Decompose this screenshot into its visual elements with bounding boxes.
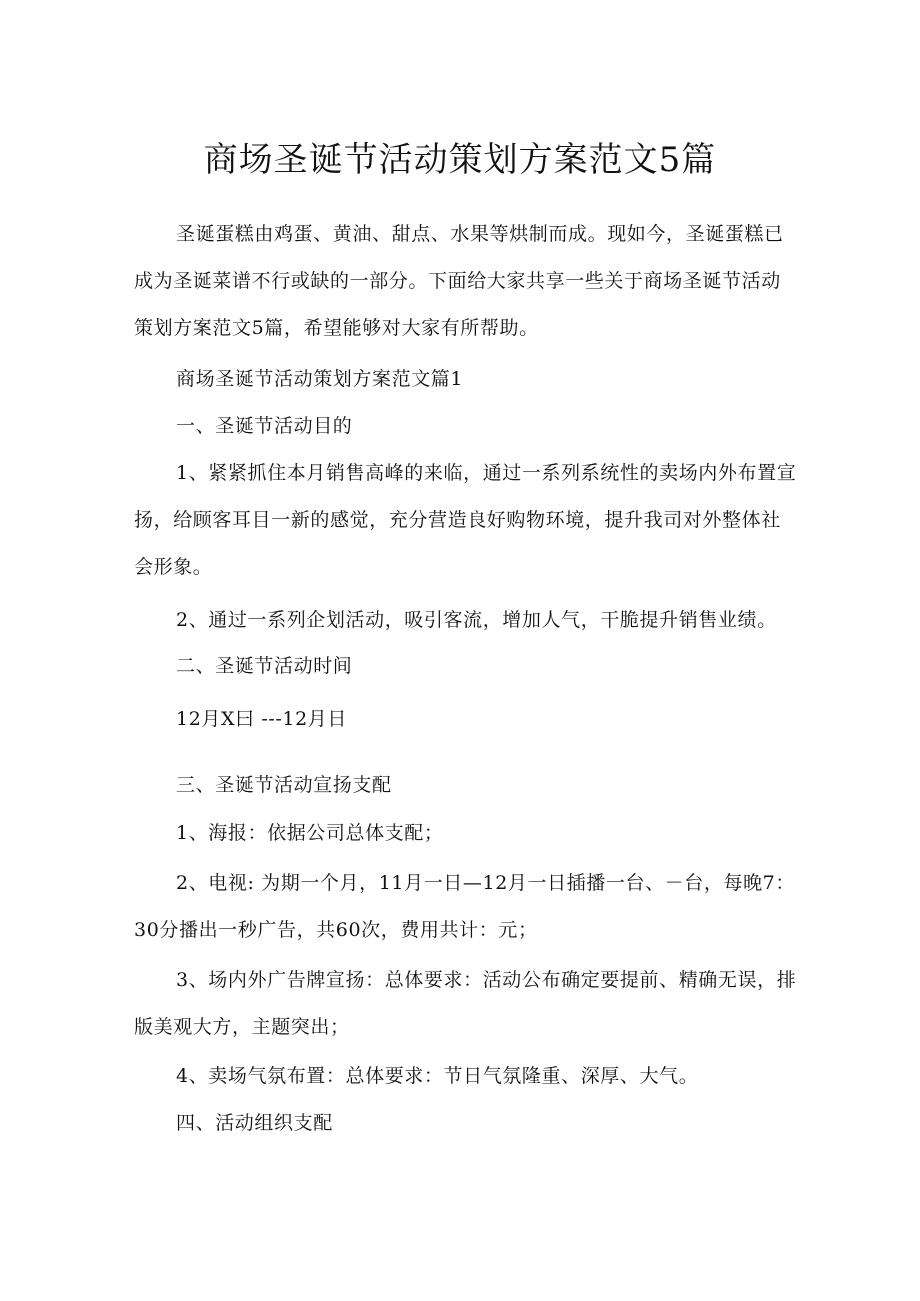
heading-time: 二、圣诞节活动时间: [176, 655, 353, 677]
section-heading-article-1: 商场圣诞节活动策划方案范文篇1: [176, 368, 464, 390]
promotion-item-4: 4、卖场气氛布置：总体要求：节日气氛隆重、深厚、大气。: [176, 1065, 699, 1087]
heading-purpose: 一、圣诞节活动目的: [176, 415, 353, 437]
heading-organization: 四、活动组织支配: [176, 1112, 333, 1134]
promotion-item-1: 1、海报：依据公司总体支配；: [176, 822, 444, 844]
purpose-item-2: 2、通过一系列企划活动，吸引客流，增加人气，干脆提升销售业绩。: [176, 609, 777, 631]
purpose-item-1: 1、紧紧抓住本月销售高峰的来临，通过一系列系统性的卖场内外布置宣扬，给顾客耳目一新的感觉，充分营造良好购物环境，提升我司对外整体社会形象。: [134, 462, 797, 578]
activity-time: 12月X曰 ---12月日: [176, 708, 347, 730]
intro-paragraph: 圣诞蛋糕由鸡蛋、黄油、甜点、水果等烘制而成。现如今，圣诞蛋糕已成为圣诞菜谱不行或缺的一部分。下面给大家共享一些关于商场圣诞节活动策划方案范文5篇，希望能够对大家有所帮助。: [134, 223, 784, 339]
promotion-item-3: 3、场内外广告牌宣扬：总体要求：活动公布确定要提前、精确无误，排版美观大方，主题突出；: [134, 969, 797, 1038]
document-title: 商场圣诞节活动策划方案范文5篇: [203, 140, 717, 180]
promotion-item-2: 2、电视: 为期一个月，11月一日—12月一日插播一台、－台，每晚7：30分播出一秒广告，共60次，费用共计：元；: [134, 872, 795, 941]
heading-promotion: 三、圣诞节活动宣扬支配: [176, 774, 392, 796]
